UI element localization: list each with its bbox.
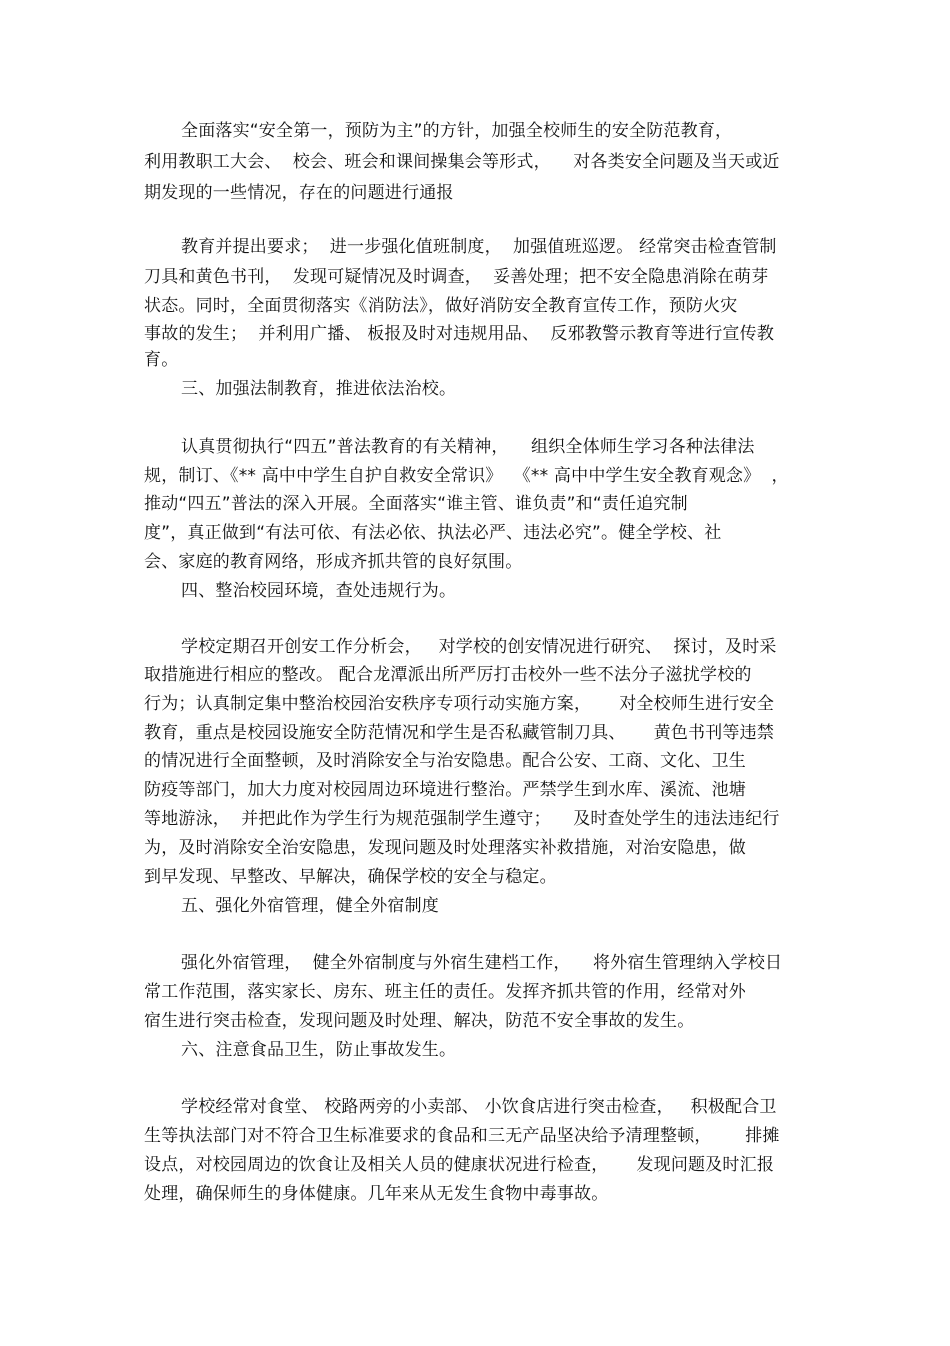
paragraph-2-line-1: 教育并提出要求； 进一步强化值班制度， 加强值班巡逻。 经常突击检查管制 [181, 237, 777, 257]
paragraph-6-line-7: 等地游泳， 并把此作为学生行为规范强制学生遵守； 及时查处学生的违法违纪行 [144, 809, 780, 829]
paragraph-10-line-3: 设点，对校园周边的饮食让及相关人员的健康状况进行检查， 发现问题及时汇报 [144, 1155, 775, 1175]
paragraph-6-line-5: 的情况进行全面整顿，及时消除安全与治安隐患。配合公安、工商、文化、卫生 [144, 751, 746, 771]
paragraph-6-line-9: 到早发现、早整改、早解决，确保学校的安全与稳定。 [144, 867, 557, 887]
paragraph-8-line-3: 宿生进行突击检查，发现问题及时处理、解决，防范不安全事故的发生。 [144, 1011, 695, 1031]
paragraph-6-line-2: 取措施进行相应的整改。 配合龙潭派出所严厉打击校外一些不法分子滋扰学校的 [144, 665, 752, 685]
paragraph-6-line-4: 教育，重点是校园设施安全防范情况和学生是否私藏管制刀具、 黄色书刊等违禁 [144, 723, 775, 743]
paragraph-10-line-2: 生等执法部门对不符合卫生标准要求的食品和三无产品坚决给予清理整顿， 排摊 [144, 1126, 780, 1146]
paragraph-1-line-2: 利用教职工大会、 校会、班会和课间操集会等形式， 对各类安全问题及当天或近 [144, 152, 780, 172]
paragraph-4-line-2: 规，制订、《** 高中中学生自护自救安全常识》 《** 高中中学生安全教育观念》 ， [144, 466, 789, 486]
paragraph-6-line-8: 为，及时消除安全治安隐患，发现问题及时处理落实补救措施，对治安隐患，做 [144, 838, 746, 858]
paragraph-8-line-2: 常工作范围，落实家长、房东、班主任的责任。发挥齐抓共管的作用，经常对外 [144, 982, 746, 1002]
paragraph-10-line-4: 处理，确保师生的身体健康。几年来从无发生食物中毒事故。 [144, 1184, 609, 1204]
paragraph-8-line-1: 强化外宿管理， 健全外宿制度与外宿生建档工作， 将外宿生管理纳入学校日 [181, 953, 783, 973]
paragraph-6-line-6: 防疫等部门，加大力度对校园周边环境进行整治。严禁学生到水库、溪流、池塘 [144, 780, 746, 800]
section-heading-3: 三、加强法制教育，推进依法治校。 [181, 379, 457, 399]
paragraph-2-line-5: 育。 [144, 350, 179, 370]
paragraph-6-line-1: 学校定期召开创安工作分析会， 对学校的创安情况进行研究、 探讨，及时采 [181, 637, 777, 657]
paragraph-6-line-3: 行为；认真制定集中整治校园治安秩序专项行动实施方案， 对全校师生进行安全 [144, 694, 775, 714]
paragraph-4-line-4: 度”，真正做到“有法可依、有法必依、执法必严、违法必究”。健全学校、社 [144, 523, 722, 543]
section-heading-5: 五、强化外宿管理，健全外宿制度 [181, 896, 439, 916]
paragraph-1-line-3: 期发现的一些情况，存在的问题进行通报 [144, 183, 454, 203]
section-heading-4: 四、整治校园环境，查处违规行为。 [181, 581, 457, 601]
paragraph-10-line-1: 学校经常对食堂、 校路两旁的小卖部、 小饮食店进行突击检查， 积极配合卫 [181, 1097, 777, 1117]
paragraph-2-line-4: 事故的发生； 并利用广播、 板报及时对违规用品、 反邪教警示教育等进行宣传教 [144, 324, 775, 344]
section-heading-6: 六、注意食品卫生，防止事故发生。 [181, 1040, 457, 1060]
paragraph-4-line-5: 会、家庭的教育网络，形成齐抓共管的良好氛围。 [144, 552, 523, 572]
paragraph-2-line-3: 状态。同时，全面贯彻落实《消防法》，做好消防安全教育宣传工作，预防火灾 [144, 296, 738, 316]
paragraph-2-line-2: 刀具和黄色书刊， 发现可疑情况及时调查， 妥善处理；把不安全隐患消除在萌芽 [144, 267, 769, 287]
paragraph-4-line-3: 推动“四五”普法的深入开展。全面落实“谁主管、谁负责”和“责任追究制 [144, 494, 688, 514]
paragraph-1-line-1: 全面落实“安全第一，预防为主”的方针，加强全校师生的安全防范教育， [181, 121, 733, 141]
paragraph-4-line-1: 认真贯彻执行“四五”普法教育的有关精神， 组织全体师生学习各种法律法 [181, 437, 755, 457]
